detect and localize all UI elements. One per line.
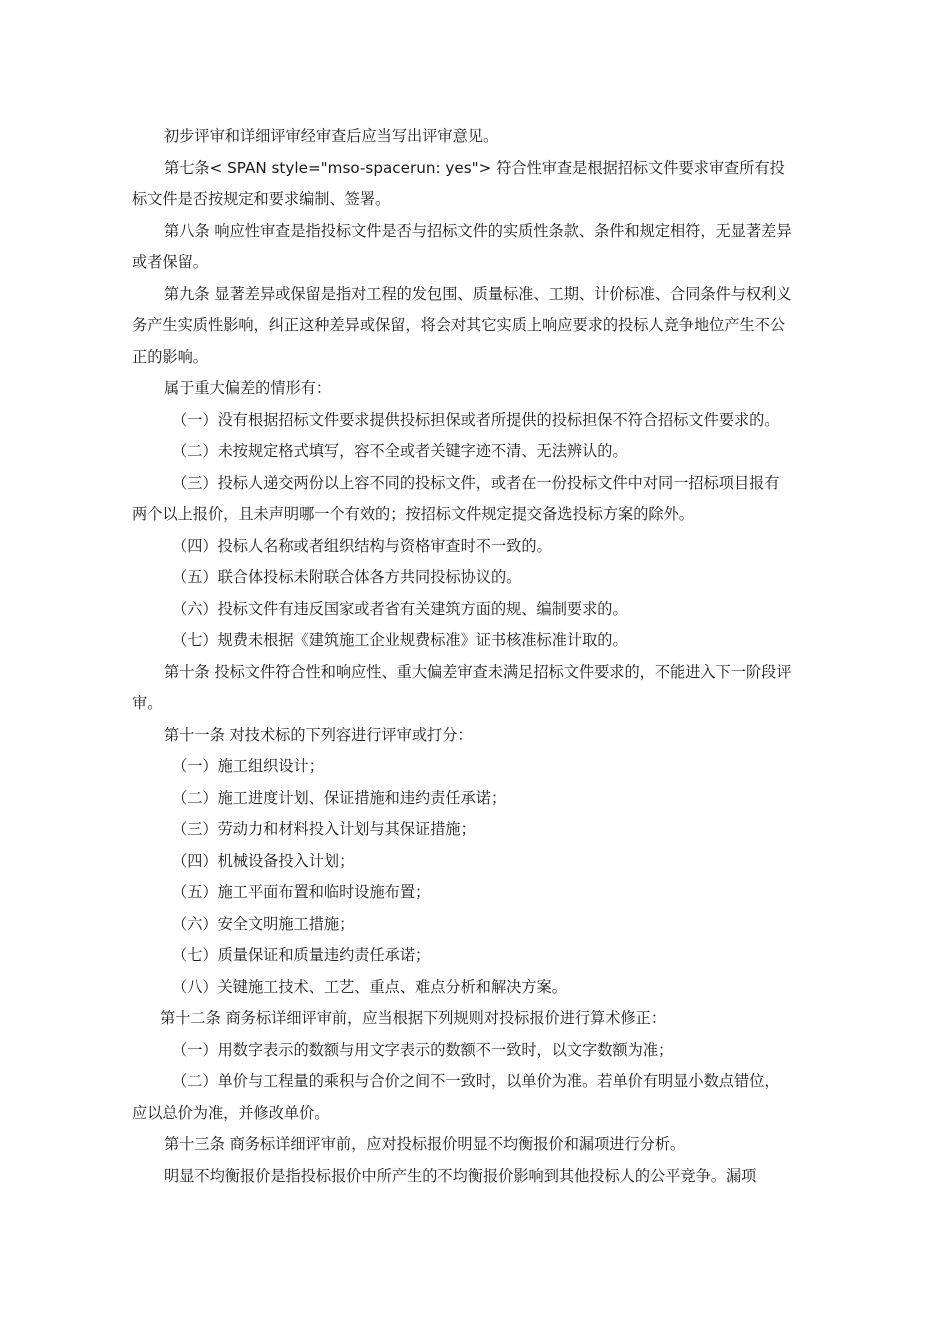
list-item-technical-7: （七）质量保证和质量违约责任承诺； <box>172 946 431 964</box>
list-item-technical-1: （一）施工组织设计； <box>172 757 324 775</box>
list-item-deviation-5: （五）联合体投标未附联合体各方共同投标协议的。 <box>172 568 522 586</box>
paragraph-article-9: 第九条 显著差异或保留是指对工程的发包围、质量标准、工期、计价标准、合同条件与权利义务产生实质性影响，纠正这种差异或保留，将会对其它实质上响应要求的投标人竞争地位产生不公正的影响。 <box>132 284 792 366</box>
list-item-technical-4: （四）机械设备投入计划； <box>172 851 355 870</box>
list-item-technical-2: （二）施工进度计划、保证措施和违约责任承诺； <box>172 788 507 807</box>
paragraph-article-7: 第七条< SPAN style="mso-spacerun: yes"> 符合性审查是根据招标文件要求审查所有投标文件是否按规定和要求编制、签署。 <box>132 158 785 208</box>
list-item-deviation-1: （一）没有根据招标文件要求提供投标担保或者所提供的投标担保不符合招标文件要求的。 <box>172 410 780 429</box>
list-item-technical-6: （六）安全文明施工措施； <box>172 914 355 933</box>
list-item-correction-2: （二）单价与工程量的乘积与合价之间不一致时，以单价为准。若单价有明显小数点错位，应以总价为准，并修改单价。 <box>132 1072 780 1122</box>
paragraph-article-12: 第十二条 商务标详细评审前，应当根据下列规则对投标报价进行算术修正： <box>160 1009 667 1027</box>
paragraph-review-opinion: 初步评审和详细评审经审查后应当写出评审意见。 <box>164 127 499 145</box>
list-item-deviation-2: （二）未按规定格式填写，容不全或者关键字迹不清、无法辨认的。 <box>172 442 628 460</box>
document-body <box>132 121 792 1192</box>
paragraph-article-10: 第十条 投标文件符合性和响应性、重大偏差审查未满足招标文件要求的，不能进入下一阶段评审。 <box>132 662 792 712</box>
list-item-technical-3: （三）劳动力和材料投入计划与其保证措施； <box>172 820 476 838</box>
list-item-technical-8: （八）关键施工技术、工艺、重点、难点分析和解决方案。 <box>172 977 567 996</box>
list-item-technical-5: （五）施工平面布置和临时设施布置； <box>172 883 431 901</box>
paragraph-unbalanced-bid: 明显不均衡报价是指投标报价中所产生的不均衡报价影响到其他投标人的公平竞争。漏项 <box>164 1166 757 1185</box>
paragraph-major-deviation-intro: 属于重大偏差的情形有： <box>164 379 332 397</box>
paragraph-article-11: 第十一条 对技术标的下列容进行评审或打分： <box>164 725 473 744</box>
paragraph-article-13: 第十三条 商务标详细评审前，应对投标报价明显不均衡报价和漏项进行分析。 <box>164 1135 686 1153</box>
list-item-deviation-3: （三）投标人递交两份以上容不同的投标文件，或者在一份投标文件中对同一招标项目报有两个以上报价，且未声明哪一个有效的；按招标文件规定提交备选投标方案的除外。 <box>132 473 780 523</box>
list-item-deviation-6: （六）投标文件有违反国家或者省有关建筑方面的规、编制要求的。 <box>172 599 628 618</box>
paragraph-article-8: 第八条 响应性审查是指投标文件是否与招标文件的实质性条款、条件和规定相符，无显著差异或者保留。 <box>132 221 792 271</box>
list-item-deviation-4: （四）投标人名称或者组织结构与资格审查时不一致的。 <box>172 536 552 555</box>
list-item-deviation-7: （七）规费未根据《建筑施工企业规费标准》证书核准标准计取的。 <box>172 631 628 649</box>
list-item-correction-1: （一）用数字表示的数额与用文字表示的数额不一致时，以文字数额为准； <box>172 1040 674 1059</box>
